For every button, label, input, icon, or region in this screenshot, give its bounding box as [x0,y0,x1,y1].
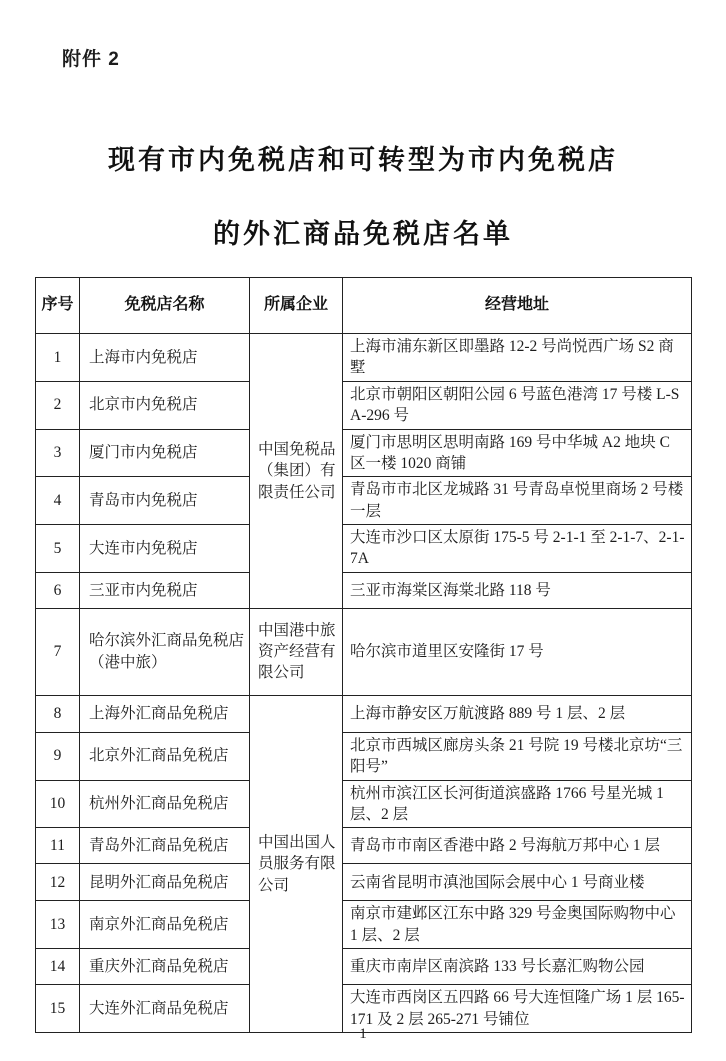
shop-address: 厦门市思明区思明南路 169 号中华城 A2 地块 C 区一楼 1020 商铺 [343,429,692,477]
shop-name: 上海市内免税店 [80,334,250,382]
header-serial-number: 序号 [36,278,80,334]
shop-name: 青岛市内免税店 [80,477,250,525]
serial-number: 5 [36,525,80,573]
table-row [36,525,692,573]
serial-number: 11 [36,828,80,864]
shop-name: 大连市内免税店 [80,525,250,573]
shop-address: 青岛市市北区龙城路 31 号青岛卓悦里商场 2 号楼一层 [343,477,692,525]
serial-number: 7 [36,608,80,695]
table-row [36,732,692,780]
table-row [36,477,692,525]
company-name: 中国港中旅资产经营有限公司 [250,608,343,695]
serial-number: 2 [36,381,80,429]
shop-name: 重庆外汇商品免税店 [80,949,250,985]
table-row [36,901,692,949]
table-row [36,949,692,985]
company-name: 中国免税品（集团）有限责任公司 [250,334,343,609]
shop-address: 青岛市市南区香港中路 2 号海航万邦中心 1 层 [343,828,692,864]
shop-name: 杭州外汇商品免税店 [80,780,250,828]
shop-address: 哈尔滨市道里区安隆街 17 号 [343,608,692,695]
serial-number: 4 [36,477,80,525]
table-row [36,334,692,382]
document-title-line1: 现有市内免税店和可转型为市内免税店 [108,145,618,175]
table-row [36,828,692,864]
shop-address: 杭州市滨江区长河街道滨盛路 1766 号星光城 1 层、2 层 [343,780,692,828]
shop-address: 南京市建邺区江东中路 329 号金奥国际购物中心 1 层、2 层 [343,901,692,949]
shop-address: 三亚市海棠区海棠北路 118 号 [343,572,692,608]
attachment-label: 附件 2 [62,49,120,70]
serial-number: 8 [36,695,80,732]
shop-address: 北京市朝阳区朝阳公园 6 号蓝色港湾 17 号楼 L-SA-296 号 [343,381,692,429]
shop-name: 三亚市内免税店 [80,572,250,608]
shop-address: 重庆市南岸区南滨路 133 号长嘉汇购物公园 [343,949,692,985]
serial-number: 15 [36,985,80,1033]
table-row [36,381,692,429]
serial-number: 1 [36,334,80,382]
header-address: 经营地址 [343,278,692,334]
shop-name: 北京外汇商品免税店 [80,732,250,780]
table-row [36,429,692,477]
serial-number: 9 [36,732,80,780]
serial-number: 6 [36,572,80,608]
shop-name: 大连外汇商品免税店 [80,985,250,1033]
shop-name: 厦门市内免税店 [80,429,250,477]
header-company: 所属企业 [250,278,343,334]
shop-name: 南京外汇商品免税店 [80,901,250,949]
table-row [36,572,692,608]
shop-name: 上海外汇商品免税店 [80,695,250,732]
shop-address: 上海市浦东新区即墨路 12-2 号尚悦西广场 S2 商墅 [343,334,692,382]
shop-address: 上海市静安区万航渡路 889 号 1 层、2 层 [343,695,692,732]
header-shop-name: 免税店名称 [80,278,250,334]
serial-number: 3 [36,429,80,477]
shop-address: 大连市沙口区太原街 175-5 号 2-1-1 至 2-1-7、2-1-7A [343,525,692,573]
company-name: 中国出国人员服务有限公司 [250,695,343,1032]
shop-name: 北京市内免税店 [80,381,250,429]
shop-address: 云南省昆明市滇池国际会展中心 1 号商业楼 [343,864,692,901]
document-title-line2: 的外汇商品免税店名单 [213,219,513,249]
table-row [36,780,692,828]
table-header [36,278,692,334]
serial-number: 10 [36,780,80,828]
header-row [36,278,692,334]
serial-number: 13 [36,901,80,949]
table-row [36,695,692,732]
duty-free-shops-table [35,277,692,1033]
serial-number: 12 [36,864,80,901]
shop-address: 大连市西岗区五四路 66 号大连恒隆广场 1 层 165-171 及 2 层 265-271 号铺位 [343,985,692,1033]
shop-name: 青岛外汇商品免税店 [80,828,250,864]
table-row [36,864,692,901]
shop-address: 北京市西城区廊房头条 21 号院 19 号楼北京坊“三阳号” [343,732,692,780]
table-row [36,608,692,695]
shop-name: 哈尔滨外汇商品免税店（港中旅） [80,608,250,695]
serial-number: 14 [36,949,80,985]
shop-name: 昆明外汇商品免税店 [80,864,250,901]
page-number: 1 [359,1026,367,1042]
